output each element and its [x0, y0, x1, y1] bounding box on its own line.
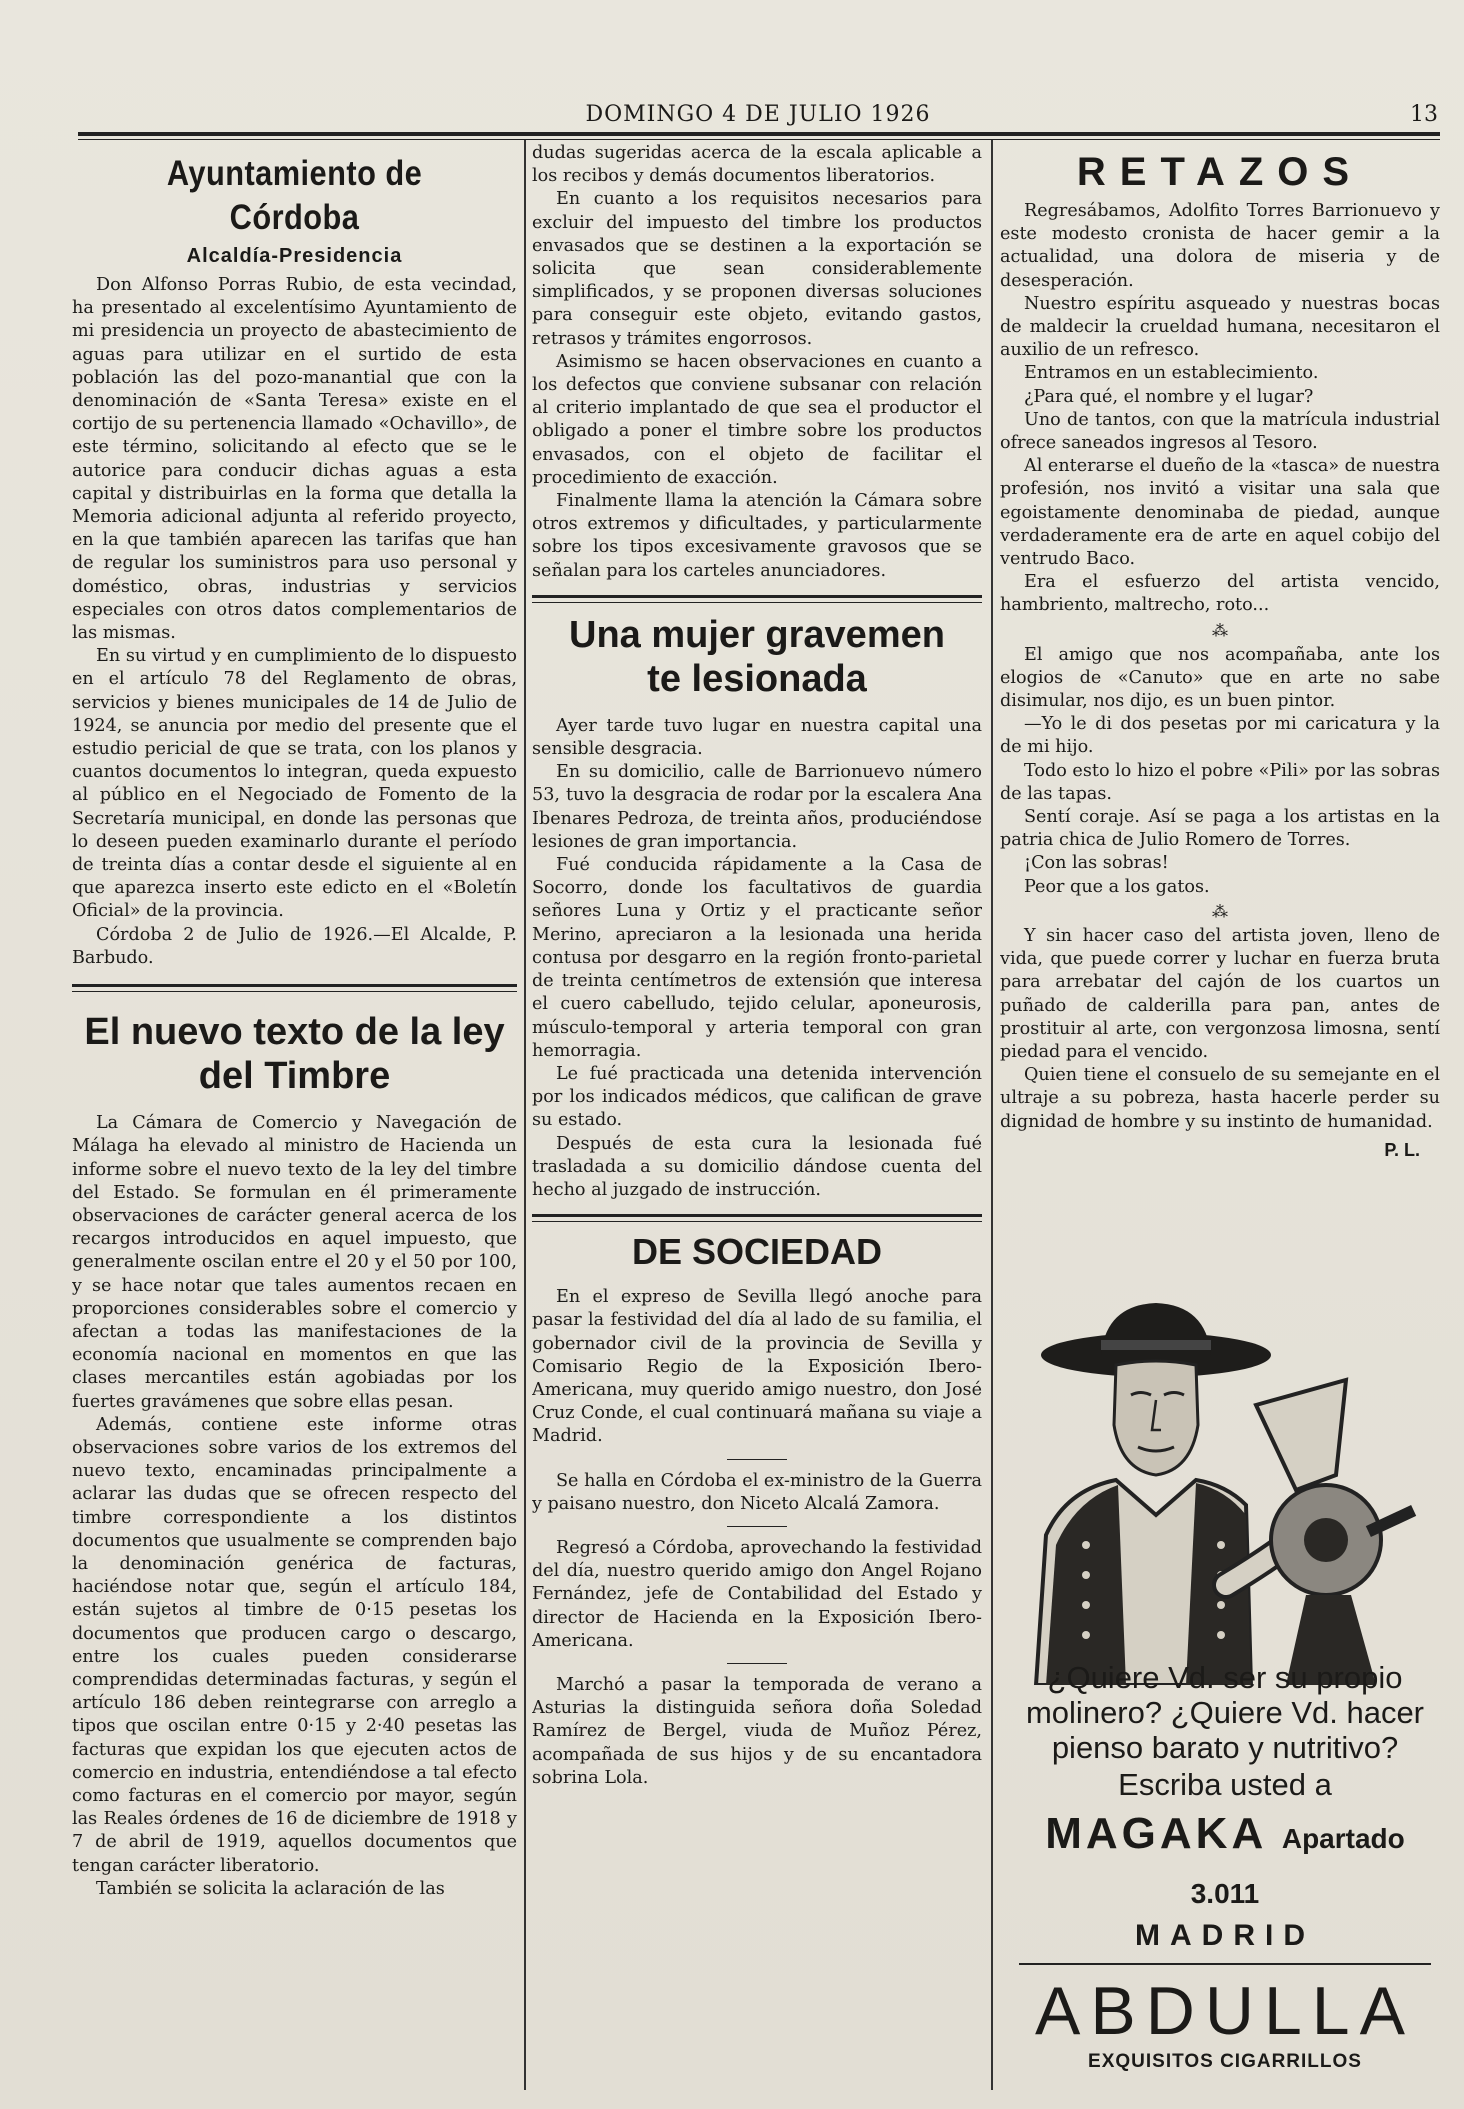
item-separator	[727, 1526, 787, 1527]
mujer-paragraph-1: Ayer tarde tuvo lugar en nuestra capital una sensible desgracia.	[532, 715, 982, 760]
column-1	[72, 140, 517, 2070]
ad-escriba: Escriba usted a	[1118, 1767, 1332, 1802]
column-3	[1000, 140, 1440, 1280]
retazos-paragraph-10: Todo esto lo hizo el pobre «Pili» por las sobras de las tapas.	[1000, 760, 1440, 804]
mujer-paragraph-5: Después de esta cura la lesionada fué trasladada a su domicilio dándose cuenta del hecho al juzgado de instrucción.	[532, 1133, 982, 1200]
column-divider-2	[991, 140, 993, 2090]
mujer-headline-line-1: Una mujer gravemen	[569, 613, 945, 656]
timbre-headline-line-1: El nuevo texto de la ley	[84, 1011, 505, 1054]
ayuntamiento-headline: Ayuntamiento de Córdoba	[166, 154, 423, 237]
molinero-illustration	[1006, 1285, 1436, 1685]
mujer-paragraph-2: En su domicilio, calle de Barrionuevo número 53, tuvo la desgracia de rodar por la escalera Ana Ibenares Pedroza, de treinta años, produciéndose lesiones de gran importancia.	[532, 762, 982, 852]
retazos-paragraph-14: Y sin hacer caso del artista joven, lleno de vida, que puede correr y luchar en fuerza bruta para arrebatar del cajón de los cuartos un puñado de calderilla para pan, antes de prostituir al arte, con vergonzosa limosna, sentí piedad para el vencido.	[1000, 925, 1440, 1062]
item-separator	[727, 1459, 787, 1460]
timbre-continued-paragraph-2: En cuanto a los requisitos necesarios para excluir del impuesto del timbre los productos envasados que se destinen a la exportación se solicita que sean considerablemente simplificados, y se proponen diversas soluciones para conseguir este objeto, evitando gastos, retrasos y trámites engorrosos.	[532, 189, 982, 349]
sociedad-paragraph-2: Se halla en Córdoba el ex-ministro de la Guerra y paisano nuestro, don Niceto Alcalá Zamora.	[532, 1470, 982, 1514]
retazos-paragraph-4: ¿Para qué, el nombre y el lugar?	[1024, 386, 1314, 407]
advertisement	[1010, 1660, 1440, 2073]
timbre-paragraph-3: También se solicita la aclaración de las	[96, 1878, 445, 1899]
retazos-paragraph-3: Entramos en un establecimiento.	[1024, 363, 1319, 384]
retazos-paragraph-11: Sentí coraje. Así se paga a los artistas en la patria chica de Julio Romero de Torres.	[1000, 807, 1440, 851]
section-rule-thin	[532, 1221, 982, 1222]
timbre-paragraph-1: La Cámara de Comercio y Navegación de Málaga ha elevado al ministro de Hacienda un informe sobre el nuevo texto de la ley del timbre del Estado. Se formulan en él primeramente observaciones de carácter general acerca de los recargos introducidos en aquel impuesto, que generalmente oscilan entre el 20 y el 50 por 100, y se hace notar que tales aumentos recaen en proporciones considerables sobre el comercio y afectan a todas las manifestaciones de la economía nacional en momentos en que las clases mercantiles están agobiadas por los fuertes gravámenes que sobre ellas pesan.	[72, 1113, 517, 1412]
asterism-divider: ⁂	[1212, 901, 1228, 921]
column-divider-1	[524, 140, 526, 2090]
abdulla-tagline: EXQUISITOS CIGARRILLOS	[1088, 2051, 1362, 2072]
mujer-headline-line-2: te lesionada	[647, 657, 867, 700]
section-rule	[532, 595, 982, 598]
sociedad-paragraph-4: Marchó a pasar la temporada de verano a Asturias la distinguida señora doña Soledad Ramírez de Bergel, viuda de Muñoz Pérez, acompañada de sus hijos y de su encantadora sobrina Lola.	[532, 1674, 982, 1788]
mujer-paragraph-3: Fué conducida rápidamente a la Casa de Socorro, donde los facultativos de guardia señores Luna y Ortiz y el practicante señor Merino, apreciaron a la lesionada una herida contusa por desgarro en la región fronto-parietal de treinta centímetros de extensión que interesa el cuero cabelludo, tejido celular, aponeurosis, músculo-temporal y arteria temporal con gran hemorragia.	[532, 855, 982, 1061]
retazos-paragraph-15: Quien tiene el consuelo de su semejante en el ultraje a su pobreza, hasta hacerle perder su dignidad de hombre y su instinto de humanidad.	[1000, 1065, 1440, 1132]
retazos-headline: RETAZOS	[1076, 150, 1364, 194]
timbre-continued-paragraph-3: Asimismo se hacen observaciones en cuanto a los defectos que conviene subsanar con relación al criterio implantado de que sea el productor el obligado a poner el timbre sobre los productos envasados, con el objeto de facilitar el procedimiento de exacción.	[532, 351, 982, 488]
header-rule	[78, 132, 1440, 136]
ad-city: MADRID	[1135, 1919, 1315, 1952]
hat-band	[1101, 1340, 1211, 1350]
mill-hopper	[1256, 1380, 1346, 1490]
page-number: 13	[1410, 102, 1438, 127]
abdulla-brand: ABDULLA	[1035, 1973, 1415, 2049]
ad-rule	[1019, 1963, 1432, 1965]
face	[1114, 1361, 1198, 1475]
retazos-paragraph-5: Uno de tantos, con que la matrícula industrial ofrece saneados ingresos al Tesoro.	[1000, 409, 1440, 454]
retazos-paragraph-1: Regresábamos, Adolfito Torres Barrionuevo y este modesto cronista de hacer gemir a la actualidad, una dolora de miseria y de desesperación.	[1000, 201, 1440, 291]
alcaldia-subheadline: Alcaldía-Presidencia	[186, 245, 403, 267]
retazos-paragraph-2: Nuestro espíritu asqueado y nuestras bocas de maldecir la crueldad humana, necesitaron el auxilio de un refresco.	[1000, 293, 1440, 361]
retazos-paragraph-6: Al enterarse el dueño de la «tasca» de nuestra profesión, nos invitó a visitar una sala que egoistamente denominaba de piedad, aunque verdaderamente era de arte en aquel cobijo del ventrudo Baco.	[1000, 456, 1440, 570]
retazos-paragraph-12: ¡Con las sobras!	[1024, 853, 1169, 874]
section-rule	[72, 984, 517, 987]
section-rule-thin	[532, 602, 982, 603]
retazos-signature: P. L.	[1384, 1139, 1420, 1160]
page-header	[78, 102, 1438, 130]
retazos-paragraph-8: El amigo que nos acompañaba, ante los elogios de «Canuto» que en arte no sabe disimular, nos dijo, es un buen pintor.	[1000, 644, 1440, 712]
section-rule	[532, 1214, 982, 1217]
ad-apartado: Apartado 3.011	[1190, 1823, 1405, 1909]
ad-question-1: ¿Quiere Vd. ser su propio	[1047, 1660, 1403, 1695]
ayuntamiento-paragraph-2: En su virtud y en cumplimiento de lo dispuesto en el artículo 78 del Reglamento de obras, servicios y bienes municipales de 14 de Julio de 1924, se anuncia por medio del presente que el estudio pericial de que se trata, con los planos y cuantos documentos lo integran, queda expuesto al público en el Negociado de Fomento de la Secretaría municipal, en donde las personas que lo deseen pueden examinarlo durante el período de treinta días a contar desde el siguiente al en que aparezca inserto este edicto en el «Boletín Oficial» de la provincia.	[72, 646, 517, 922]
retazos-paragraph-7: Era el esfuerzo del artista vencido, hambriento, maltrecho, roto...	[1000, 572, 1440, 616]
item-separator	[727, 1663, 787, 1664]
timbre-continued-paragraph-1: dudas sugeridas acerca de la escala aplicable a los recibos y demás documentos liberatorios.	[532, 143, 982, 187]
sociedad-headline: DE SOCIEDAD	[631, 1231, 883, 1273]
ad-question-2: molinero? ¿Quiere Vd. hacer	[1025, 1695, 1425, 1730]
sociedad-paragraph-3: Regresó a Córdoba, aprovechando la festividad del día, nuestro querido amigo don Angel Rojano Fernández, jefe de Contabilidad del Estado y director de Hacienda en la Exposición Ibero-Americana.	[532, 1537, 982, 1651]
ayuntamiento-paragraph-1: Don Alfonso Porras Rubio, de esta vecindad, ha presentado al excelentísimo Ayuntamiento de mi presidencia un proyecto de abastecimiento de aguas para utilizar en el surtido de esta población las del pozo-manantial que con la denominación de «Santa Teresa» existe en el cortijo de su pertenencia llamado «Ochavillo», de este término, solicitando al efecto que se le autorice para conducir dichas aguas a esta capital y distribuirlas en la forma que detalla la Memoria adicional adjunta al referido proyecto, en la que también aparecen las tarifas que han de regular los suministros para uso personal y doméstico, obras, industrias y servicios especiales con otros datos complementarios de las mismas.	[72, 275, 517, 644]
ayuntamiento-signature: Córdoba 2 de Julio de 1926.—El Alcalde, P. Barbudo.	[72, 924, 517, 968]
mujer-paragraph-4: Le fué practicada una detenida intervención por los indicados médicos, que califican de grave su estado.	[532, 1063, 982, 1131]
ad-question-3: pienso barato y nutritivo?	[1051, 1730, 1399, 1765]
retazos-paragraph-13: Peor que a los gatos.	[1024, 876, 1210, 897]
sociedad-paragraph-1: En el expreso de Sevilla llegó anoche para pasar la festividad del día al lado de su familia, el gobernador civil de la provincia de Sevilla y Comisario Regio de la Exposición Ibero-Americana, muy querido amigo nuestro, don José Cruz Conde, el cual continuará mañana su viaje a Madrid.	[532, 1287, 982, 1447]
retazos-paragraph-9: —Yo le di dos pesetas por mi caricatura y la de mi hijo.	[1000, 714, 1440, 758]
ad-company-name: MAGAKA	[1045, 1809, 1266, 1858]
timbre-headline-line-2: del Timbre	[198, 1055, 391, 1098]
ad-company-line	[1010, 1809, 1440, 1919]
asterism-divider: ⁂	[1212, 620, 1228, 640]
section-rule-thin	[72, 991, 517, 992]
timbre-continued-paragraph-4: Finalmente llama la atención la Cámara sobre otros extremos y dificultades, y particularmente sobre los tipos excesivamente gravosos que se señalan para los carteles anunciadores.	[532, 491, 982, 581]
timbre-paragraph-2: Además, contiene este informe otras observaciones sobre varios de los extremos del nuevo texto, encaminadas principalmente a aclarar las dudas que se ofrecen respecto del timbre correspondiente a los distintos documentos que usualmente se comprenden bajo la denominación genérica de facturas, haciéndose notar que, según el artículo 184, están sujetos al timbre de 0·15 pesetas los documentos que producen cargo o descargo, entre los cuales pueden considerarse comprendidas determinadas facturas, y según el artículo 186 deben reintegrarse con arreglo a tipos que oscilan entre 0·15 y 2·40 pesetas las facturas que expidan los que ejecuten actos de comercio en industria, entendiéndose a tal efecto como facturas en el comercio por mayor, según las Reales órdenes de 16 de diciembre de 1918 y 7 de abril de 1919, aquellos documentos que tengan carácter liberatorio.	[72, 1414, 517, 1876]
column-2	[532, 140, 982, 2070]
header-date: DOMINGO 4 DE JULIO 1926	[585, 102, 931, 127]
